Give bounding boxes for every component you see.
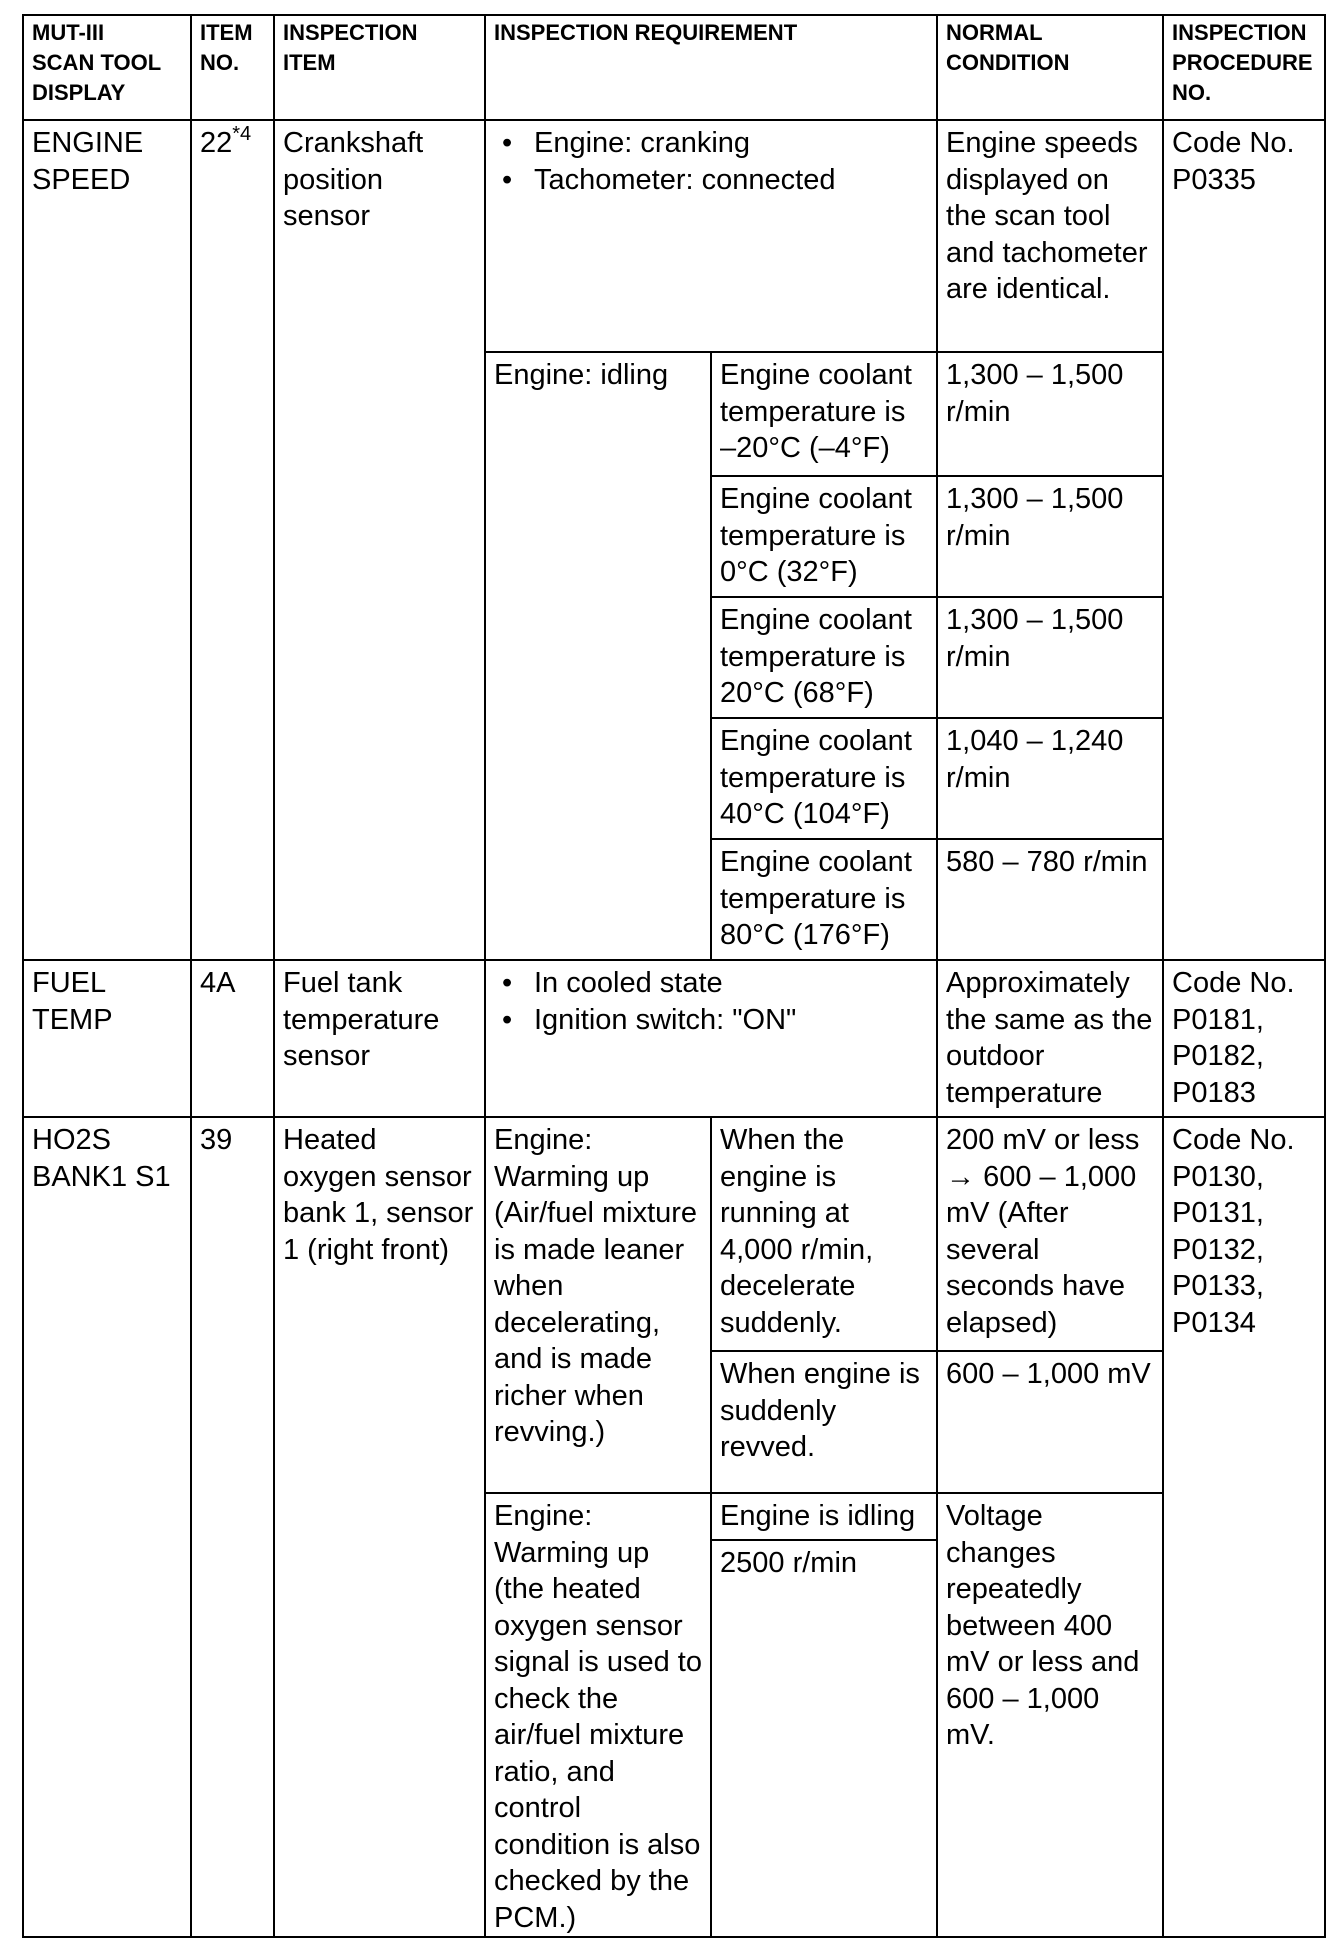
- idle-condition: Engine is idling: [711, 1493, 937, 1540]
- header-item: INSPECTION ITEM: [274, 15, 485, 120]
- rev-condition: When engine is suddenly revved.: [711, 1351, 937, 1493]
- ho2s-procedure: Code No. P0130, P0131, P0132, P0133, P0134: [1163, 1117, 1325, 1937]
- ho2s-display: HO2S BANK1 S1: [23, 1117, 191, 1937]
- idle-condition: Engine coolant temperature is 0°C (32°F): [711, 476, 937, 597]
- idle-normal: 1,300 – 1,500 r/min: [937, 352, 1163, 476]
- fuel-temp-requirements: [485, 960, 937, 1117]
- engine-speed-item-no-cell: [191, 120, 274, 960]
- engine-speed-item-no: 22: [200, 127, 233, 159]
- engine-speed-procedure: Code No. P0335: [1163, 120, 1325, 960]
- engine-idling-label: Engine: idling: [485, 352, 711, 960]
- idle-normal: 580 – 780 r/min: [937, 839, 1163, 960]
- idle-normal: 1,040 – 1,240 r/min: [937, 718, 1163, 839]
- ho2s-item: Heated oxygen sensor bank 1, sensor 1 (right front): [274, 1117, 485, 1937]
- idle-condition: Engine coolant temperature is 20°C (68°F): [711, 597, 937, 718]
- warmup-requirement: Engine: Warming up (Air/fuel mixture is made leaner when decelerating, and is made richer when revving.): [485, 1117, 711, 1493]
- rev-normal: 600 – 1,000 mV: [937, 1351, 1163, 1493]
- idle-condition: Engine coolant temperature is 40°C (104°F): [711, 718, 937, 839]
- engine-speed-display: ENGINE SPEED: [23, 120, 191, 960]
- requirement-bullet: • Tachometer: connected: [494, 162, 928, 199]
- engine-speed-normal: Engine speeds displayed on the scan tool and tachometer are identical.: [937, 120, 1163, 352]
- header-row: [23, 15, 1325, 120]
- requirement-bullet: • Engine: cranking: [494, 125, 928, 162]
- engine-speed-item: Crankshaft position sensor: [274, 120, 485, 960]
- fuel-temp-normal: Approximately the same as the outdoor temperature: [937, 960, 1163, 1117]
- idle-condition: Engine coolant temperature is 80°C (176°F): [711, 839, 937, 960]
- header-normal: NORMAL CONDITION: [937, 15, 1163, 120]
- idle-normal: 1,300 – 1,500 r/min: [937, 476, 1163, 597]
- engine-speed-row: [23, 120, 1325, 352]
- header-item-no: ITEM NO.: [191, 15, 274, 120]
- header-requirement: INSPECTION REQUIREMENT: [485, 15, 937, 120]
- fuel-temp-procedure: Code No. P0181, P0182, P0183: [1163, 960, 1325, 1117]
- rpm-condition: 2500 r/min: [711, 1540, 937, 1937]
- fuel-temp-display: FUEL TEMP: [23, 960, 191, 1117]
- requirement-bullet: • Ignition switch: "ON": [494, 1002, 928, 1039]
- decel-condition: When the engine is running at 4,000 r/min, decelerate suddenly.: [711, 1117, 937, 1351]
- header-display: MUT-III SCAN TOOL DISPLAY: [23, 15, 191, 120]
- idle-condition: Engine coolant temperature is –20°C (–4°F): [711, 352, 937, 476]
- requirement-bullet: • In cooled state: [494, 965, 928, 1002]
- ratio-check-requirement: Engine: Warming up (the heated oxygen sensor signal is used to check the air/fuel mixture ratio, and control condition is also checked by the PCM.): [485, 1493, 711, 1937]
- fuel-temp-item: Fuel tank temperature sensor: [274, 960, 485, 1117]
- inspection-table: [22, 14, 1326, 1938]
- ho2s-row: [23, 1117, 1325, 1351]
- fuel-temp-item-no: 4A: [191, 960, 274, 1117]
- engine-speed-requirements: [485, 120, 937, 352]
- header-procedure: INSPECTION PROCEDURE NO.: [1163, 15, 1325, 120]
- idle-normal: 1,300 – 1,500 r/min: [937, 597, 1163, 718]
- decel-normal: 200 mV or less → 600 – 1,000 mV (After several seconds have elapsed): [937, 1117, 1163, 1351]
- fuel-temp-row: [23, 960, 1325, 1117]
- footnote-marker: *4: [232, 123, 252, 145]
- voltage-normal: Voltage changes repeatedly between 400 mV or less and 600 – 1,000 mV.: [937, 1493, 1163, 1937]
- ho2s-item-no: 39: [191, 1117, 274, 1937]
